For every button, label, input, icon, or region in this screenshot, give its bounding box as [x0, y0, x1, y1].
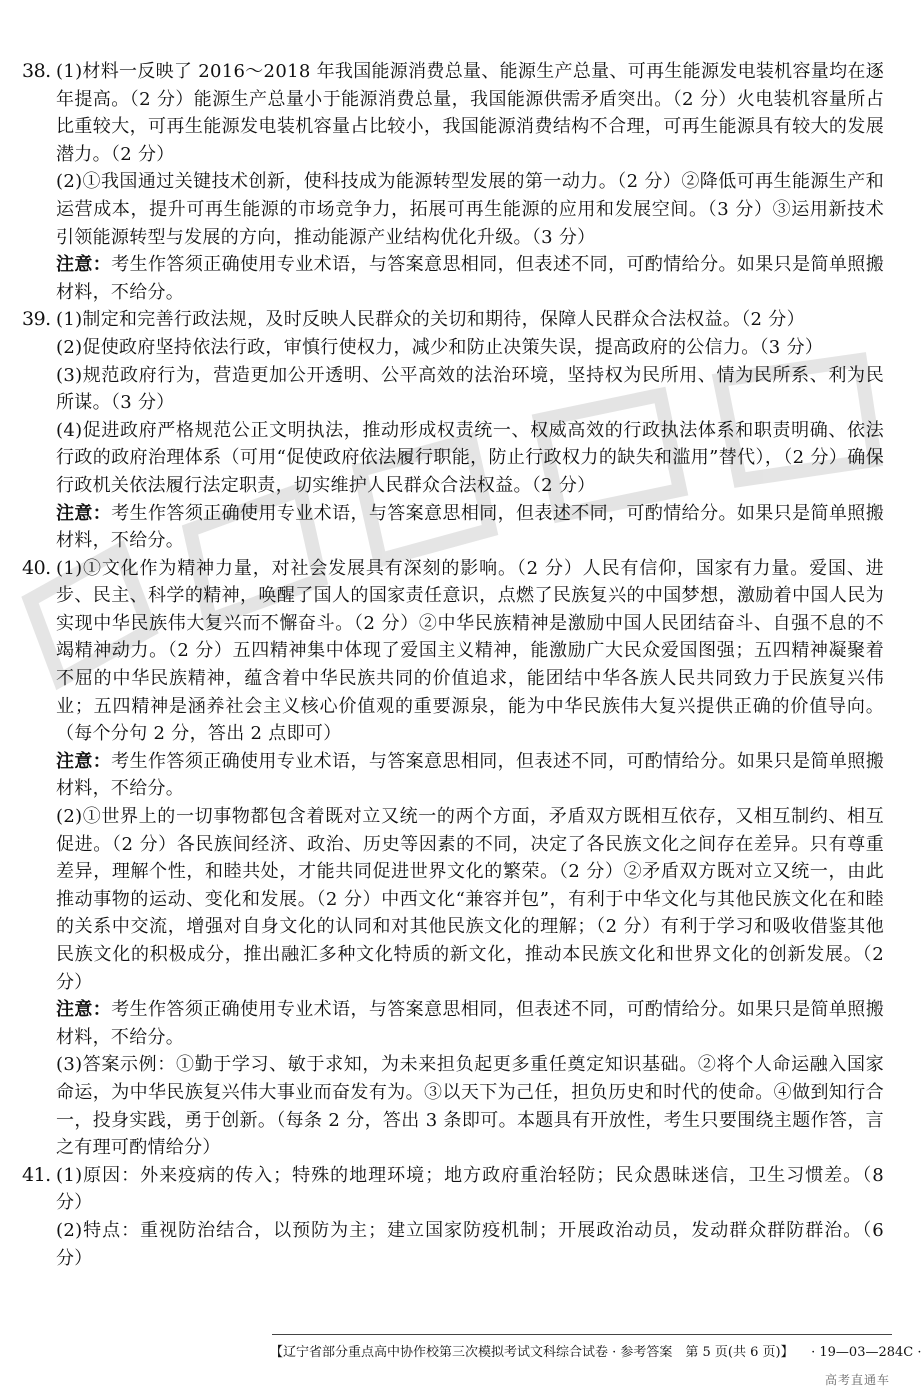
footer-divider [272, 1334, 892, 1335]
footer-code: · 19—03—284C · [811, 1345, 922, 1360]
answer-paragraph: (1)材料一反映了 2016～2018 年我国能源消费总量、能源生产总量、可再生能源发电装机容量均在逐年提高。（2 分）能源生产总量小于能源消费总量，我国能源供需矛盾突出。（2 分）火电装机容量所占比重较大，可再生能源发电装机容量占比较小，我国能源消费结构不合理，可再生能源具有较大的发展潜力。（2 分） [56, 61, 884, 165]
answer-paragraph: (1)原因：外来疫病的传入；特殊的地理环境；地方政府重治轻防；民众愚昧迷信，卫生习惯差。（8 分） [56, 1164, 884, 1214]
answer-paragraph: (1)①文化作为精神力量，对社会发展具有深刻的影响。（2 分）人民有信仰，国家有力量。爱国、进步、民主、科学的精神，唤醒了国人的国家责任意识，点燃了民族复兴的中国梦想，激励着中国人民为实现中华民族伟大复兴而不懈奋斗。（2 分）②中华民族精神是激励中国人民团结奋斗、自强不息的不竭精神动力。（2 分）五四精神集中体现了爱国主义精神，能激励广大民众爱国图强；五四精神凝聚着不屈的中华民族精神，蕴含着中华民族共同的价值追求，能团结中华各族人民共同致力于民族复兴伟业；五四精神是涵养社会主义核心价值观的重要源泉，能为中华民族伟大复兴提供正确的价值导向。（每个分句 2 分，答出 2 点即可） [56, 557, 884, 745]
grading-note [22, 748, 884, 803]
note-text: 考生作答须正确使用专业术语，与答案意思相同，但表述不同，可酌情给分。如果只是简单照搬材料，不给分。 [56, 502, 884, 552]
grading-note [22, 500, 884, 555]
answer-paragraph: (3)规范政府行为，营造更加公开透明、公平高效的法治环境，坚持权为民所用、情为民所系、利为民所谋。（3 分） [56, 364, 884, 414]
question-39 [22, 306, 884, 554]
grading-note [22, 996, 884, 1051]
answer-paragraph: (2)①世界上的一切事物都包含着既对立又统一的两个方面，矛盾双方既相互依存，又相互制约、相互促进。（2 分）各民族间经济、政治、历史等因素的不同，决定了各民族文化之间存在差异。只有尊重差异，理解个性，和睦共处，才能共同促进世界文化的繁荣。（2 分）②矛盾双方既对立又统一，由此推动事物的运动、变化和发展。（2 分）中西文化“兼容并包”，有利于中华文化与其他民族文化在和睦的关系中交流，增强对自身文化的认同和对其他民族文化的理解；（2 分）有利于学习和吸收借鉴其他民族文化的积极成分，推出融汇多种文化特质的新文化，推动本民族文化和世界文化的创新发展。（2 分） [56, 806, 884, 993]
answer-paragraph: (1)制定和完善行政法规，及时反映人民群众的关切和期待，保障人民群众合法权益。（2 分） [56, 309, 805, 331]
question-41 [22, 1162, 884, 1272]
question-40 [22, 555, 884, 1162]
question-number: 39. [22, 308, 51, 331]
question-number: 40. [22, 556, 51, 579]
answer-content [22, 58, 884, 1272]
footer-title: 【辽宁省部分重点高中协作校第三次模拟考试文科综合试卷 · 参考答案 第 5 页(共 6 页)】 [270, 1345, 788, 1360]
answer-paragraph: (2)促使政府坚持依法行政，审慎行使权力，减少和防止决策失误，提高政府的公信力。（3 分） [56, 336, 824, 358]
note-label: 注意： [56, 750, 112, 772]
answer-paragraph: (2)特点：重视防治结合，以预防为主；建立国家防疫机制；开展政治动员，发动群众群防群治。（6 分） [56, 1219, 884, 1269]
answer-paragraph: (2)①我国通过关键技术创新，使科技成为能源转型发展的第一动力。（2 分）②降低可再生能源生产和运营成本，提升可再生能源的市场竞争力，拓展可再生能源的应用和发展空间。（3 分）③运用新技术引领能源转型与发展的方向，推动能源产业结构优化升级。（3 分） [56, 171, 884, 248]
grading-note [22, 251, 884, 306]
note-label: 注意： [56, 999, 112, 1021]
note-text: 考生作答须正确使用专业术语，与答案意思相同，但表述不同，可酌情给分。如果只是简单照搬材料，不给分。 [56, 254, 884, 303]
question-number: 41. [22, 1163, 51, 1186]
note-text: 考生作答须正确使用专业术语，与答案意思相同，但表述不同，可酌情给分。如果只是简单照搬材料，不给分。 [56, 999, 884, 1048]
note-label: 注意： [56, 254, 112, 276]
question-38 [22, 58, 884, 306]
corner-watermark-text: 高考直通车 [824, 1373, 890, 1387]
note-label: 注意： [56, 502, 112, 524]
answer-paragraph: (3)答案示例：①勤于学习、敏于求知，为未来担负起更多重任奠定知识基础。②将个人命运融入国家命运，为中华民族复兴伟大事业而奋发有为。③以天下为己任，担负历史和时代的使命。④做到知行合一，投身实践，勇于创新。（每条 2 分，答出 3 条即可。本题具有开放性，考生只要围绕主题作答，言之有理可酌情给分） [56, 1054, 884, 1159]
answer-paragraph: (4)促进政府严格规范公正文明执法，推动形成权责统一、权威高效的行政执法体系和职责明确、依法行政的政府治理体系（可用“促使政府依法履行职能，防止行政权力的缺失和滥用”替代），（2 分）确保行政机关依法履行法定职责，切实维护人民群众合法权益。（2 分） [56, 419, 884, 496]
question-number: 38. [22, 60, 51, 82]
note-text: 考生作答须正确使用专业术语，与答案意思相同，但表述不同，可酌情给分。如果只是简单照搬材料，不给分。 [56, 750, 884, 800]
page-footer [270, 1338, 922, 1368]
